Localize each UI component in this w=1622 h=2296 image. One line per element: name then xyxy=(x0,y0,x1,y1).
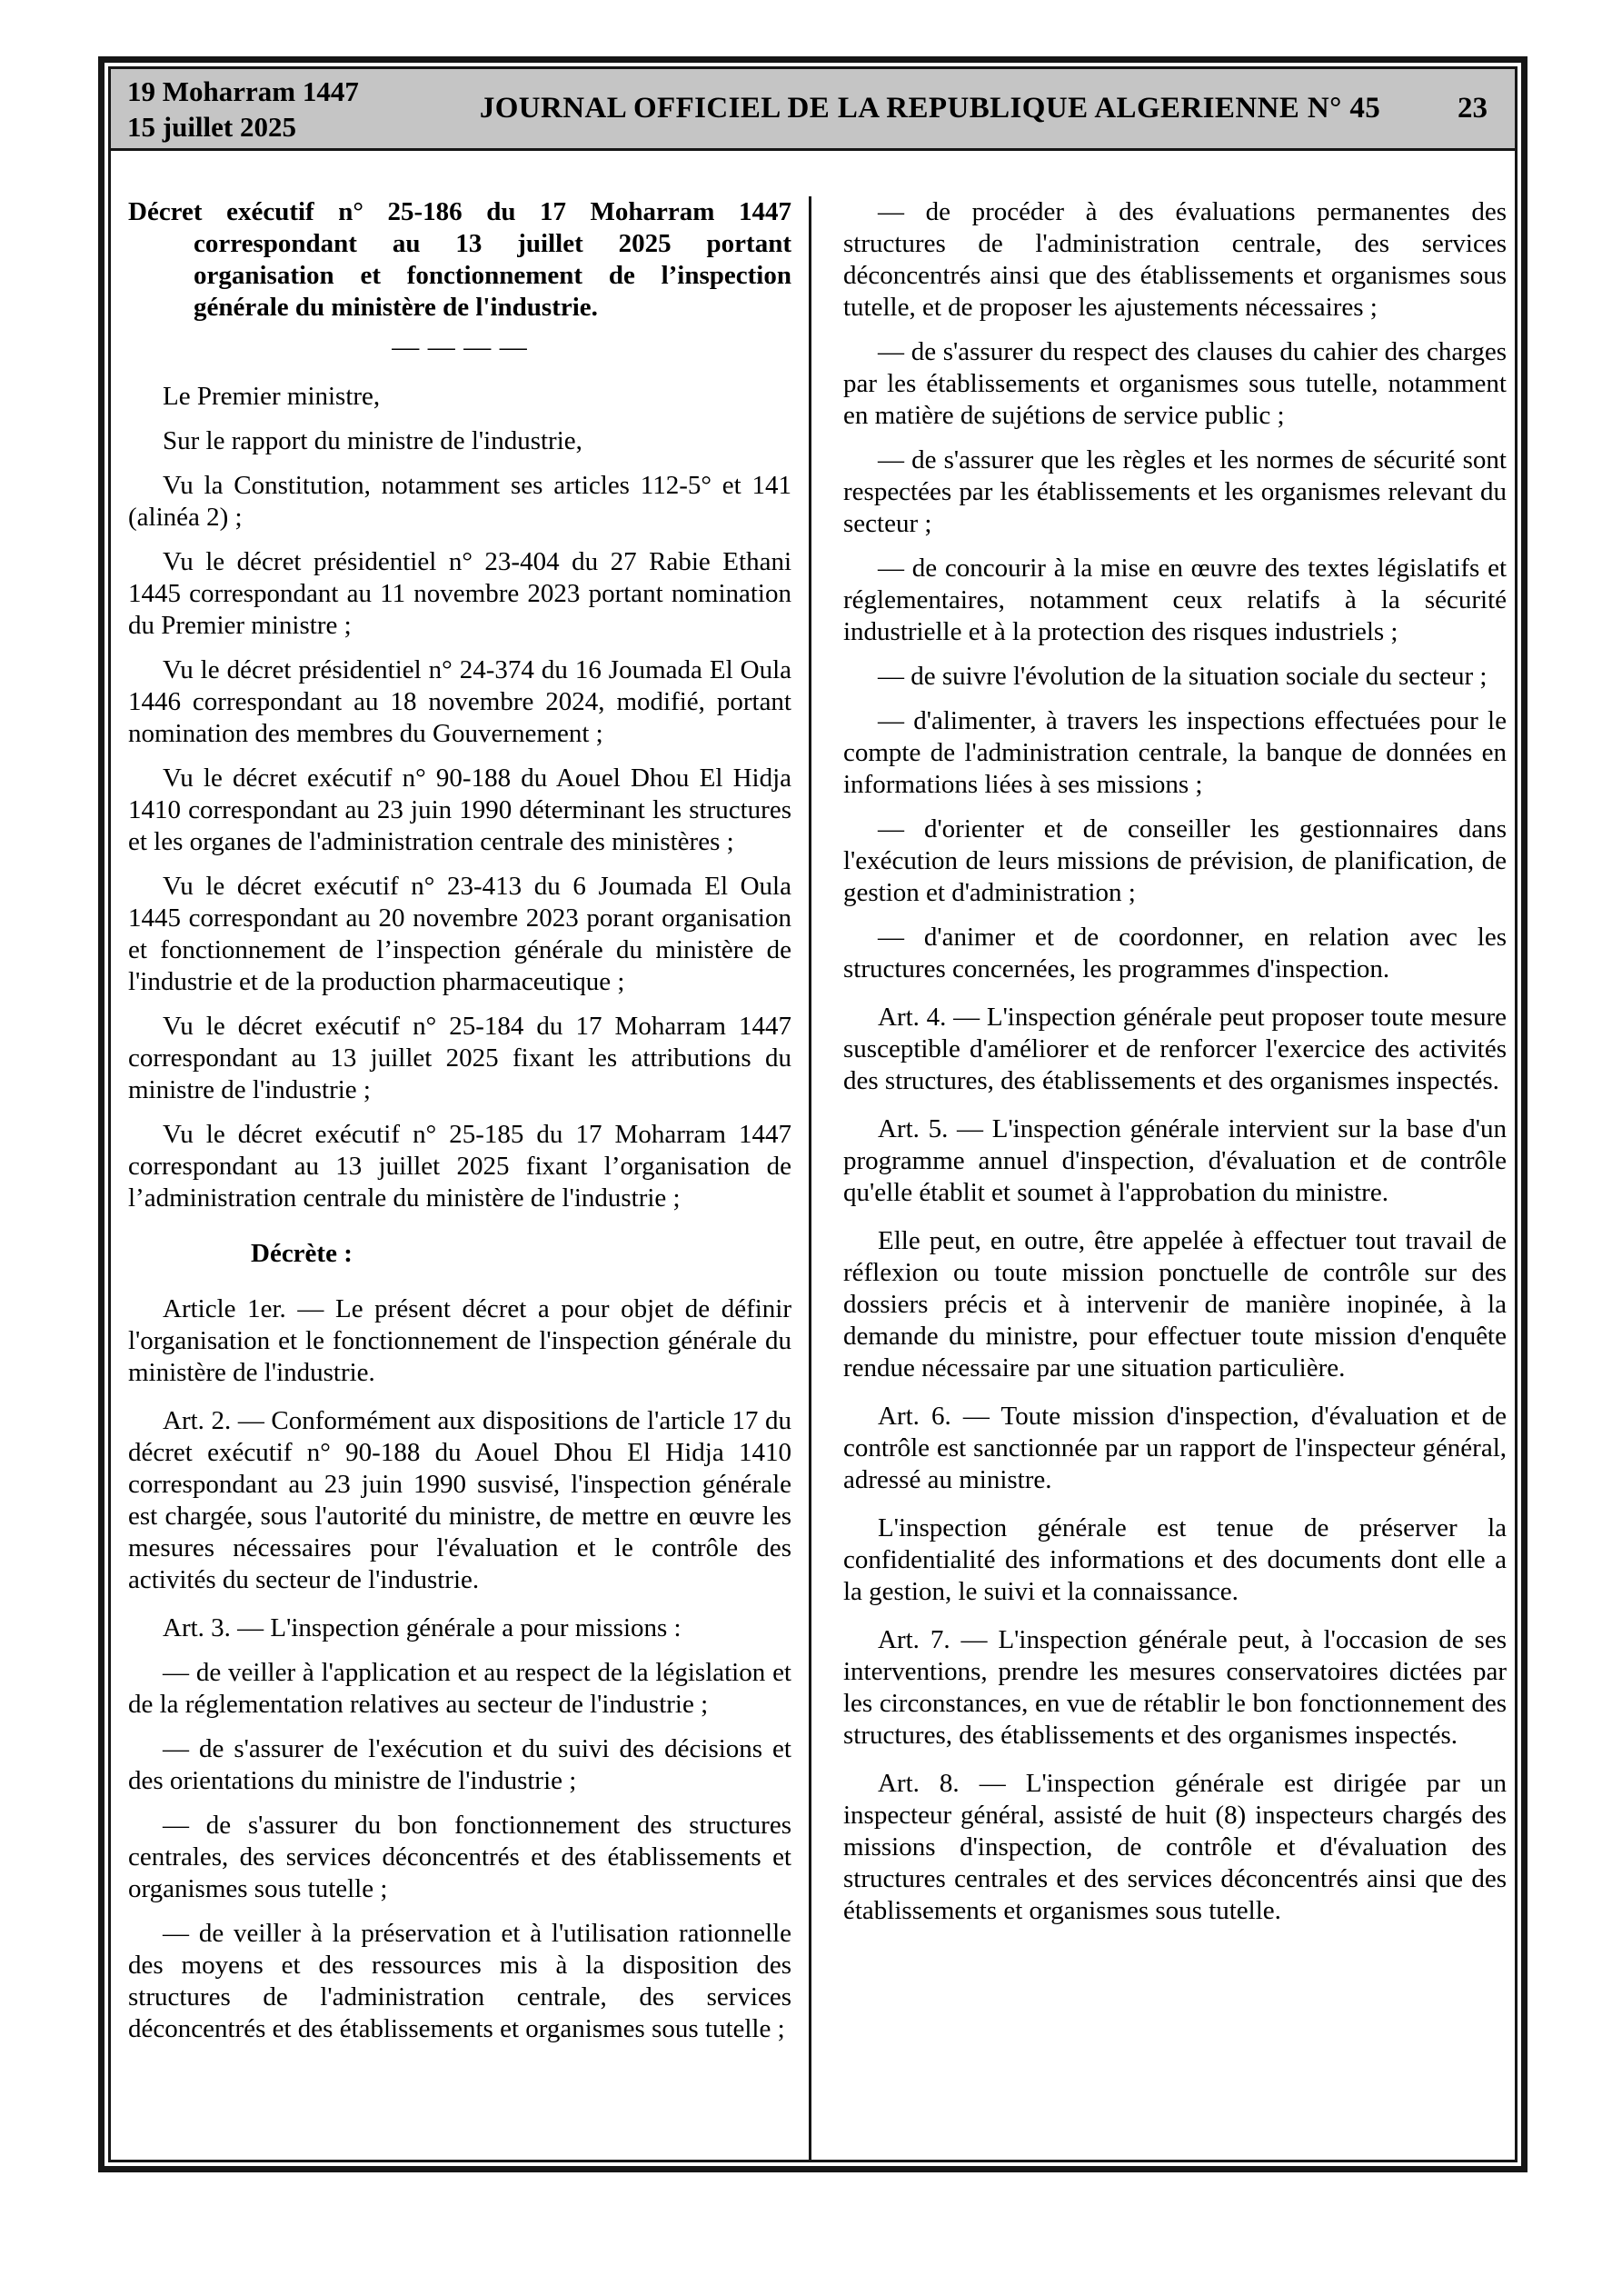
gregorian-date: 15 juillet 2025 xyxy=(127,110,296,143)
paragraph-article-3: Art. 3. — L'inspection générale a pour missions : xyxy=(163,1613,682,1642)
paragraph: — de s'assurer du respect des clauses du cahier des charges par les établissements et organismes sous tutelle, notamment en matière de sujétions de service public ; xyxy=(843,337,1507,430)
paragraph: — de suivre l'évolution de la situation sociale du secteur ; xyxy=(878,662,1488,691)
page-number: 23 xyxy=(1458,92,1488,125)
decrete-heading: Décrète : xyxy=(251,1239,353,1268)
decree-title: Décret exécutif n° 25-186 du 17 Moharram 1447 correspondant au 13 juillet 2025 portant organisation et fonctionnement de l’inspection générale du ministère de l'industrie. xyxy=(128,197,791,322)
paragraph: Elle peut, en outre, être appelée à effectuer tout travail de réflexion ou toute mission ponctuelle de contrôle sur des dossiers précis et à intervenir de manière inopinée, à la demande du ministre, pour effectuer toute mission d'enquête rendue nécessaire par une situation particulière. xyxy=(843,1226,1507,1383)
masthead xyxy=(111,69,1515,151)
left-column xyxy=(128,196,791,2058)
paragraph: — d'alimenter, à travers les inspections effectuées pour le compte de l'administration centrale, la banque de données en informations liées à ses missions ; xyxy=(843,706,1507,799)
paragraph: Vu le décret exécutif n° 90-188 du Aouel Dhou El Hidja 1410 correspondant au 23 juin 1990 déterminant les structures et les organes de l'administration centrale des ministères ; xyxy=(128,764,791,856)
paragraph: Vu le décret exécutif n° 25-184 du 17 Moharram 1447 correspondant au 13 juillet 2025 fixant les attributions du ministre de l'industrie ; xyxy=(128,1012,791,1104)
paragraph: — de s'assurer que les règles et les normes de sécurité sont respectées par les établissements et les organismes relevant du secteur ; xyxy=(843,445,1507,538)
paragraph: Vu le décret présidentiel n° 24-374 du 16 Joumada El Oula 1446 correspondant au 18 novembre 2024, modifié, portant nomination des membres du Gouvernement ; xyxy=(128,655,791,748)
section-separator: — — — — xyxy=(392,332,528,362)
paragraph: — de s'assurer du bon fonctionnement des structures centrales, des services déconcentrés et des établissements et organismes sous tutelle ; xyxy=(128,1811,791,1903)
page-frame xyxy=(98,56,1527,2172)
paragraph-article-8: Art. 8. — L'inspection générale est dirigée par un inspecteur général, assisté de huit (8) inspecteurs chargés des missions d'inspection, de contrôle et d'évaluation des structures centrales et des services déconcentrés ainsi que des établissements et organismes sous tutelle. xyxy=(843,1769,1507,1925)
paragraph: — de veiller à l'application et au respect de la législation et de la réglementation relatives au secteur de l'industrie ; xyxy=(128,1658,791,1719)
paragraph: Vu le décret présidentiel n° 23-404 du 27 Rabie Ethani 1445 correspondant au 11 novembre 2023 portant nomination du Premier ministre ; xyxy=(128,547,791,640)
column-divider xyxy=(809,196,811,2160)
paragraph: L'inspection générale est tenue de préserver la confidentialité des informations et des documents dont elle a la gestion, le suivi et la connaissance. xyxy=(843,1513,1507,1606)
paragraph: — d'orienter et de conseiller les gestionnaires dans l'exécution de leurs missions de prévision, de planification, de gestion et d'administration ; xyxy=(843,814,1507,907)
paragraph: Vu le décret exécutif n° 25-185 du 17 Moharram 1447 correspondant au 13 juillet 2025 fixant l’organisation de l’administration centrale du ministère de l'industrie ; xyxy=(128,1120,791,1213)
paragraph: — de procéder à des évaluations permanentes des structures de l'administration centrale, des services déconcentrés ainsi que des établissements et organismes sous tutelle, et de proposer les ajustements nécessaires ; xyxy=(843,197,1507,322)
paragraph: Le Premier ministre, xyxy=(163,382,381,411)
paragraph: — de concourir à la mise en œuvre des textes législatifs et réglementaires, notamment ceux relatifs à la sécurité industrielle et à la protection des risques industriels ; xyxy=(843,554,1507,646)
paragraph: Sur le rapport du ministre de l'industrie, xyxy=(163,426,582,455)
inner-frame xyxy=(108,66,1518,2162)
paragraph-article-2: Art. 2. — Conformément aux dispositions de l'article 17 du décret exécutif n° 90-188 du Aouel Dhou El Hidja 1410 correspondant au 23 juin 1990 susvisé, l'inspection générale est chargée, sous l'autorité du ministre, de mettre en œuvre les mesures nécessaires pour l'évaluation et le contrôle des activités du secteur de l'industrie. xyxy=(128,1406,791,1594)
paragraph: Vu le décret exécutif n° 23-413 du 6 Joumada El Oula 1445 correspondant au 20 novembre 2023 porant organisation et fonctionnement de l’inspection générale du ministère de l'industrie et de la production pharmaceutique ; xyxy=(128,872,791,996)
paragraph-article-5: Art. 5. — L'inspection générale intervient sur la base d'un programme annuel d'inspection, d'évaluation et de contrôle qu'elle établit et soumet à l'approbation du ministre. xyxy=(843,1114,1507,1207)
paragraph: — de veiller à la préservation et à l'utilisation rationnelle des moyens et des ressources mis à la disposition des structures de l'administration centrale, des services déconcentrés et des établissements et organismes sous tutelle ; xyxy=(128,1919,791,2043)
hijri-date: 19 Moharram 1447 xyxy=(127,75,359,107)
paragraph: Vu la Constitution, notamment ses articles 112-5° et 141 (alinéa 2) ; xyxy=(128,471,791,532)
paragraph: — d'animer et de coordonner, en relation avec les structures concernées, les programmes d'inspection. xyxy=(843,923,1507,983)
content-area xyxy=(111,151,1515,2160)
paragraph-article-1: Article 1er. — Le présent décret a pour objet de définir l'organisation et le fonctionnement de l'inspection générale du ministère de l'industrie. xyxy=(128,1294,791,1387)
paragraph-article-6: Art. 6. — Toute mission d'inspection, d'évaluation et de contrôle est sanctionnée par un rapport de l'inspecteur général, adressé au ministre. xyxy=(843,1402,1507,1494)
paragraph-article-7: Art. 7. — L'inspection générale peut, à l'occasion de ses interventions, prendre les mesures conservatoires dictées par les circonstances, en vue de rétablir le bon fonctionnement des structures, des établissements et des organismes inspectés. xyxy=(843,1625,1507,1750)
journal-title: JOURNAL OFFICIEL DE LA REPUBLIQUE ALGERIENNE N° 45 xyxy=(479,92,1381,125)
right-column xyxy=(843,196,1507,1940)
masthead-dates xyxy=(127,74,436,145)
paragraph: — de s'assurer de l'exécution et du suivi des décisions et des orientations du ministre de l'industrie ; xyxy=(128,1734,791,1795)
paragraph-article-4: Art. 4. — L'inspection générale peut proposer toute mesure susceptible d'améliorer et de renforcer l'exercice des activités des structures, des établissements et des organismes inspectés. xyxy=(843,1003,1507,1095)
